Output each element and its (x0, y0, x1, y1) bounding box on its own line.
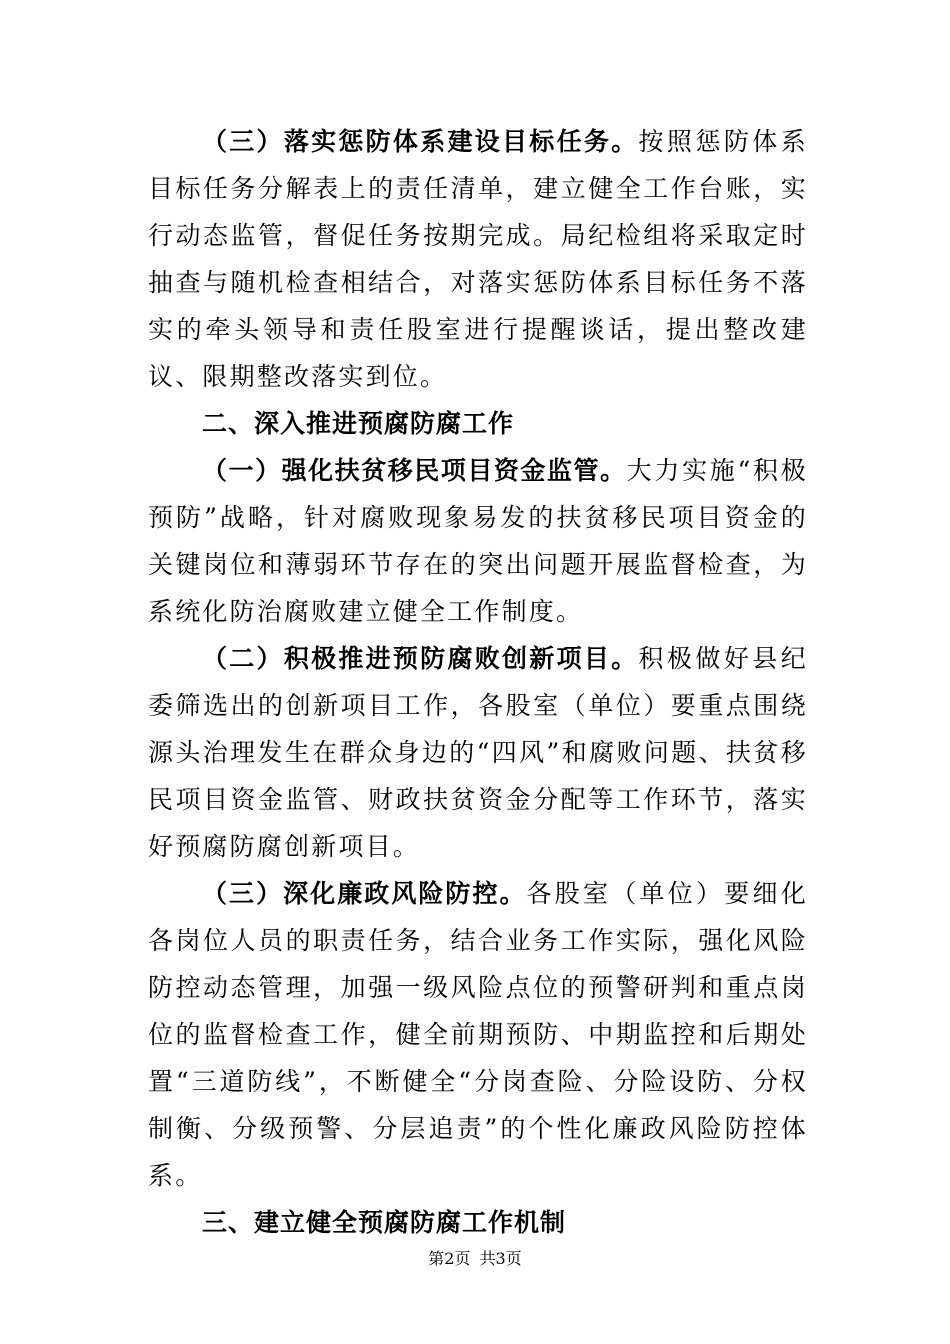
paragraph-2 (148, 447, 808, 635)
paragraph-3-text: 积极做好县纪委筛选出的创新项目工作，各股室（单位）要重点围绕源头治理发生在群众身边的“四风”和腐败问题、扶贫移民项目资金监管、财政扶贫资金分配等工作环节，落实好预腐防腐创新项目。 (148, 644, 808, 861)
paragraph-4-lead: （三）深化廉政风险防控。 (202, 879, 527, 908)
section-heading-3: 三、建立健全预腐防腐工作机制 (202, 1208, 567, 1237)
paragraph-2-lead: （一）强化扶贫移民项目资金监管。 (202, 456, 627, 485)
section-heading-2: 二、深入推进预腐防腐工作 (202, 409, 515, 438)
paragraph-3 (148, 635, 808, 870)
paragraph-3-lead: （二）积极推进预防腐败创新项目。 (202, 644, 639, 673)
page-number: 第2页 (428, 1249, 471, 1268)
page-total: 共3页 (479, 1249, 522, 1268)
page-footer (0, 1246, 950, 1269)
paragraph-4-text: 各股室（单位）要细化各岗位人员的职责任务，结合业务工作实际，强化风险防控动态管理，加强一级风险点位的预警研判和重点岗位的监督检查工作，健全前期预防、中期监控和后期处置“三道防线”，不断健全“分岗查险、分险设防、分权制衡、分级预警、分层追责”的个性化廉政风险防控体系。 (148, 879, 808, 1190)
document-body (148, 118, 808, 1246)
paragraph-1-lead: （三）落实惩防体系建设目标任务。 (202, 127, 639, 156)
paragraph-2-text: 大力实施“积极预防”战略，针对腐败现象易发的扶贫移民项目资金的关键岗位和薄弱环节存在的突出问题开展监督检查，为系统化防治腐败建立健全工作制度。 (148, 456, 808, 626)
paragraph-1-text: 按照惩防体系目标任务分解表上的责任清单，建立健全工作台账，实行动态监管，督促任务按期完成。局纪检组将采取定时抽查与随机检查相结合，对落实惩防体系目标任务不落实的牵头领导和责任股室进行提醒谈话，提出整改建议、限期整改落实到位。 (148, 127, 808, 391)
paragraph-1 (148, 118, 808, 400)
paragraph-4 (148, 870, 808, 1199)
